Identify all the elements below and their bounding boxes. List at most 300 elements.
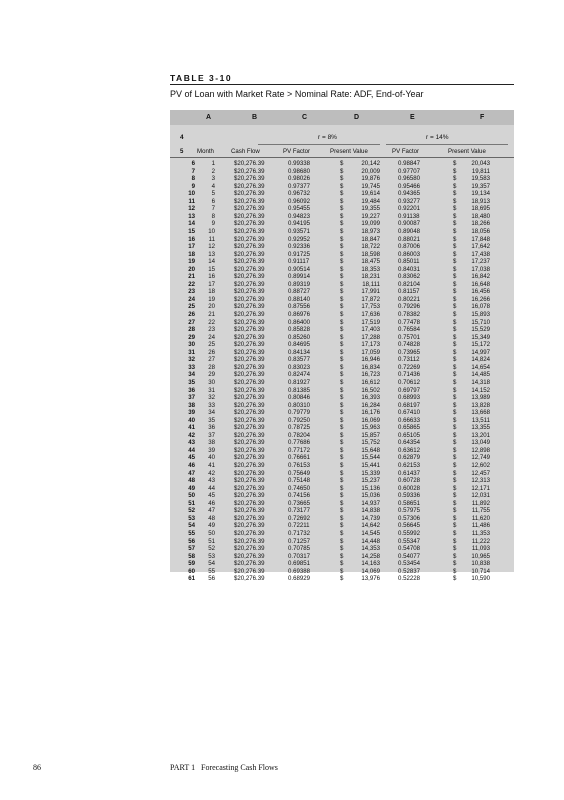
dollar-sign: $ (340, 175, 344, 183)
pv-factor-14-cell: 0.86003 (398, 250, 421, 258)
row-number: 50 (188, 492, 195, 500)
pv-factor-14-cell: 0.75701 (398, 333, 421, 341)
present-value-14-cell: 14,318 (471, 378, 490, 386)
present-value-14-cell: 13,828 (471, 401, 490, 409)
present-value-8-cell: 16,393 (361, 394, 380, 402)
month-cell: 49 (208, 522, 215, 530)
header-cash-flow: Cash Flow (231, 148, 260, 155)
dollar-sign: $ (340, 167, 344, 175)
month-cell: 43 (208, 477, 215, 485)
pv-factor-14-cell: 0.96580 (398, 175, 421, 183)
pv-factor-8-cell: 0.70785 (288, 545, 311, 553)
pv-factor-8-cell: 0.78725 (288, 424, 311, 432)
dollar-sign: $ (340, 545, 344, 553)
present-value-14-cell: 13,668 (471, 409, 490, 417)
row-number: 28 (188, 326, 195, 334)
dollar-sign: $ (453, 326, 457, 334)
table-row (170, 251, 514, 259)
pv-factor-8-cell: 0.78204 (288, 431, 311, 439)
row-number: 40 (188, 416, 195, 424)
cash-flow-cell: $20,276.39 (234, 484, 265, 492)
present-value-8-cell: 18,598 (361, 250, 380, 258)
dollar-sign: $ (340, 529, 344, 537)
dollar-sign: $ (453, 409, 457, 417)
dollar-sign: $ (340, 567, 344, 575)
dollar-sign: $ (340, 401, 344, 409)
month-cell: 13 (208, 250, 215, 258)
present-value-8-cell: 15,857 (361, 431, 380, 439)
cash-flow-cell: $20,276.39 (234, 265, 265, 273)
cash-flow-cell: $20,276.39 (234, 227, 265, 235)
dollar-sign: $ (453, 212, 457, 220)
pv-factor-14-cell: 0.84031 (398, 265, 421, 273)
pv-factor-8-cell: 0.91117 (288, 258, 310, 266)
month-cell: 4 (211, 182, 215, 190)
present-value-8-cell: 15,752 (361, 439, 380, 447)
pv-factor-8-cell: 0.92336 (288, 243, 311, 251)
pv-factor-8-cell: 0.71257 (288, 537, 311, 545)
present-value-14-cell: 15,349 (471, 333, 490, 341)
present-value-14-cell: 11,093 (471, 545, 490, 553)
pv-factor-14-cell: 0.71436 (398, 371, 421, 379)
dollar-sign: $ (453, 529, 457, 537)
dollar-sign: $ (453, 273, 457, 281)
pv-factor-14-cell: 0.76584 (398, 326, 421, 334)
pv-factor-8-cell: 0.85828 (288, 326, 311, 334)
cash-flow-cell: $20,276.39 (234, 537, 265, 545)
present-value-8-cell: 17,403 (361, 326, 380, 334)
pv-factor-14-cell: 0.82104 (398, 280, 421, 288)
pv-factor-14-cell: 0.59336 (398, 492, 421, 500)
present-value-8-cell: 18,847 (361, 235, 380, 243)
rate-underline-8 (258, 144, 380, 145)
cash-flow-cell: $20,276.39 (234, 318, 265, 326)
dollar-sign: $ (340, 394, 344, 402)
dollar-sign: $ (340, 333, 344, 341)
pv-factor-14-cell: 0.65105 (398, 431, 421, 439)
table-row (170, 492, 514, 500)
present-value-14-cell: 13,355 (471, 424, 490, 432)
cash-flow-cell: $20,276.39 (234, 378, 265, 386)
pv-factor-8-cell: 0.96092 (288, 197, 311, 205)
row-number: 46 (188, 462, 195, 469)
dollar-sign: $ (453, 378, 457, 386)
table-row (170, 168, 514, 176)
present-value-14-cell: 14,152 (471, 386, 490, 394)
cash-flow-cell: $20,276.39 (234, 205, 265, 213)
month-cell: 26 (208, 348, 215, 356)
table-row (170, 538, 514, 546)
row-number: 43 (188, 439, 195, 447)
present-value-8-cell: 19,227 (361, 212, 380, 220)
cash-flow-cell: $20,276.39 (234, 235, 265, 243)
header-month: Month (197, 148, 214, 155)
dollar-sign: $ (340, 212, 344, 220)
dollar-sign: $ (453, 575, 457, 583)
pv-factor-8-cell: 0.79250 (288, 416, 311, 424)
present-value-14-cell: 11,620 (471, 514, 490, 522)
dollar-sign: $ (453, 243, 457, 251)
rate-label-14: r = 14% (426, 134, 449, 141)
dollar-sign: $ (340, 446, 344, 454)
month-cell: 2 (211, 167, 215, 175)
pv-factor-14-cell: 0.68993 (398, 394, 421, 402)
row-number: 22 (188, 280, 195, 288)
month-cell: 50 (208, 529, 215, 537)
month-cell: 35 (208, 416, 215, 424)
pv-factor-14-cell: 0.62879 (398, 454, 421, 462)
month-cell: 22 (208, 318, 215, 326)
month-cell: 46 (208, 499, 215, 507)
present-value-14-cell: 19,811 (471, 167, 490, 175)
dollar-sign: $ (453, 469, 457, 477)
month-cell: 12 (208, 243, 215, 251)
table-row (170, 485, 514, 493)
cash-flow-cell: $20,276.39 (234, 348, 265, 356)
row-number: 17 (188, 243, 195, 251)
dollar-sign: $ (340, 356, 344, 364)
cash-flow-cell: $20,276.39 (234, 552, 265, 560)
present-value-14-cell: 17,237 (471, 258, 490, 266)
dollar-sign: $ (453, 182, 457, 190)
cash-flow-cell: $20,276.39 (234, 439, 265, 447)
pv-factor-8-cell: 0.85260 (288, 333, 311, 341)
pv-factor-14-cell: 0.69797 (398, 386, 421, 394)
pv-factor-8-cell: 0.98680 (288, 167, 311, 175)
dollar-sign: $ (340, 363, 344, 371)
cash-flow-cell: $20,276.39 (234, 333, 265, 341)
month-cell: 48 (208, 514, 215, 522)
pv-factor-8-cell: 0.94195 (288, 220, 311, 228)
row-number: 11 (188, 197, 195, 205)
pv-factor-8-cell: 0.99338 (288, 160, 311, 167)
present-value-8-cell: 16,723 (361, 371, 380, 379)
month-cell: 7 (211, 205, 215, 213)
month-cell: 28 (208, 363, 215, 371)
pv-factor-14-cell: 0.57306 (398, 514, 421, 522)
footer-part: PART 1 (170, 763, 196, 772)
present-value-14-cell: 17,438 (471, 250, 490, 258)
present-value-8-cell: 16,502 (361, 386, 380, 394)
row-number: 45 (188, 454, 195, 462)
pv-factor-8-cell: 0.84134 (288, 348, 311, 356)
row-number: 25 (188, 303, 195, 311)
cash-flow-cell: $20,276.39 (234, 469, 265, 477)
present-value-14-cell: 11,486 (471, 522, 490, 530)
footer-part-title: Forecasting Cash Flows (201, 763, 278, 772)
dollar-sign: $ (453, 303, 457, 311)
dollar-sign: $ (340, 318, 344, 326)
dollar-sign: $ (453, 431, 457, 439)
month-cell: 45 (208, 492, 215, 500)
dollar-sign: $ (340, 197, 344, 205)
pv-factor-14-cell: 0.83062 (398, 273, 421, 281)
table-row (170, 190, 514, 198)
present-value-8-cell: 16,284 (361, 401, 380, 409)
row-number: 10 (188, 190, 195, 198)
present-value-14-cell: 18,266 (471, 220, 490, 228)
dollar-sign: $ (340, 258, 344, 266)
pv-factor-14-cell: 0.58651 (398, 499, 421, 507)
dollar-sign: $ (340, 454, 344, 462)
present-value-14-cell: 15,893 (471, 311, 490, 318)
present-value-8-cell: 17,288 (361, 333, 380, 341)
pv-factor-14-cell: 0.66633 (398, 416, 421, 424)
present-value-8-cell: 14,545 (361, 529, 380, 537)
month-cell: 5 (211, 190, 215, 198)
dollar-sign: $ (453, 190, 457, 198)
present-value-8-cell: 14,258 (361, 552, 380, 560)
pv-factor-8-cell: 0.81385 (288, 386, 311, 394)
pv-factor-14-cell: 0.88021 (398, 235, 421, 243)
table-row (170, 266, 514, 274)
dollar-sign: $ (340, 280, 344, 288)
table-row (170, 507, 514, 515)
month-cell: 11 (208, 235, 215, 243)
pv-factor-8-cell: 0.90514 (288, 265, 311, 273)
header-pv-factor-14: PV Factor (392, 148, 420, 155)
dollar-sign: $ (340, 552, 344, 560)
table-row (170, 349, 514, 357)
pv-factor-8-cell: 0.77172 (288, 446, 311, 454)
present-value-8-cell: 18,111 (362, 280, 380, 288)
present-value-14-cell: 16,456 (471, 288, 490, 296)
pv-factor-8-cell: 0.82474 (288, 371, 311, 379)
present-value-14-cell: 12,898 (471, 446, 490, 454)
month-cell: 1 (211, 160, 215, 167)
present-value-8-cell: 16,946 (361, 356, 380, 364)
present-value-14-cell: 20,043 (471, 160, 490, 167)
table-number: TABLE 3-10 (170, 73, 233, 83)
dollar-sign: $ (453, 356, 457, 364)
month-cell: 44 (208, 484, 215, 492)
present-value-14-cell: 11,755 (471, 507, 490, 515)
rate-label-8: r = 8% (318, 134, 337, 141)
month-cell: 6 (211, 197, 215, 205)
row-number: 41 (188, 424, 195, 432)
dollar-sign: $ (340, 348, 344, 356)
table-row (170, 560, 514, 568)
table-row (170, 296, 514, 304)
pv-factor-8-cell: 0.89914 (288, 273, 311, 281)
row-number: 26 (188, 311, 195, 318)
present-value-8-cell: 15,036 (361, 492, 380, 500)
month-cell: 38 (208, 439, 215, 447)
row-number: 60 (188, 567, 195, 575)
present-value-14-cell: 14,997 (471, 348, 490, 356)
rate-underline-14 (386, 144, 508, 145)
pv-factor-8-cell: 0.91725 (288, 250, 311, 258)
month-cell: 19 (208, 295, 215, 303)
col-letter-b: B (252, 114, 258, 121)
row-number: 52 (188, 507, 195, 515)
dollar-sign: $ (453, 258, 457, 266)
pv-factor-8-cell: 0.74650 (288, 484, 311, 492)
pv-factor-8-cell: 0.75649 (288, 469, 311, 477)
pv-factor-8-cell: 0.97377 (288, 182, 311, 190)
cash-flow-cell: $20,276.39 (234, 409, 265, 417)
table-row (170, 356, 514, 364)
row-number: 38 (188, 401, 195, 409)
dollar-sign: $ (453, 250, 457, 258)
pv-factor-14-cell: 0.65865 (398, 424, 421, 432)
header-present-value-8: Present Value (330, 148, 368, 155)
table-row (170, 575, 514, 583)
present-value-14-cell: 12,457 (471, 469, 490, 477)
pv-factor-14-cell: 0.79296 (398, 303, 421, 311)
table-row (170, 281, 514, 289)
table-row (170, 236, 514, 244)
present-value-8-cell: 20,142 (361, 160, 380, 167)
dollar-sign: $ (340, 575, 344, 583)
dollar-sign: $ (453, 280, 457, 288)
pv-factor-14-cell: 0.61437 (398, 469, 421, 477)
present-value-8-cell: 19,484 (361, 197, 380, 205)
month-cell: 37 (208, 431, 215, 439)
present-value-8-cell: 14,642 (361, 522, 380, 530)
dollar-sign: $ (453, 295, 457, 303)
dollar-sign: $ (340, 235, 344, 243)
table-row (170, 303, 514, 311)
month-cell: 31 (208, 386, 215, 394)
dollar-sign: $ (340, 492, 344, 500)
dollar-sign: $ (453, 477, 457, 485)
cash-flow-cell: $20,276.39 (234, 175, 265, 183)
present-value-14-cell: 10,590 (471, 575, 490, 583)
dollar-sign: $ (453, 416, 457, 424)
pv-factor-8-cell: 0.98026 (288, 175, 311, 183)
cash-flow-cell: $20,276.39 (234, 295, 265, 303)
present-value-14-cell: 19,357 (471, 182, 490, 190)
dollar-sign: $ (340, 295, 344, 303)
cash-flow-cell: $20,276.39 (234, 499, 265, 507)
dollar-sign: $ (453, 401, 457, 409)
cash-flow-cell: $20,276.39 (234, 462, 265, 469)
present-value-14-cell: 17,038 (471, 265, 490, 273)
dollar-sign: $ (453, 499, 457, 507)
pv-factor-8-cell: 0.93571 (288, 227, 311, 235)
pv-factor-8-cell: 0.68929 (288, 575, 311, 583)
dollar-sign: $ (340, 265, 344, 273)
pv-factor-14-cell: 0.89048 (398, 227, 421, 235)
cash-flow-cell: $20,276.39 (234, 386, 265, 394)
pv-factor-14-cell: 0.74828 (398, 341, 421, 349)
row-number: 33 (188, 363, 195, 371)
row-number: 34 (188, 371, 195, 379)
month-cell: 51 (208, 537, 215, 545)
table-row (170, 417, 514, 425)
pv-factor-8-cell: 0.83577 (288, 356, 311, 364)
table-row (170, 341, 514, 349)
table-row (170, 439, 514, 447)
present-value-8-cell: 19,745 (361, 182, 380, 190)
dollar-sign: $ (453, 167, 457, 175)
cash-flow-cell: $20,276.39 (234, 507, 265, 515)
pv-factor-8-cell: 0.80846 (288, 394, 311, 402)
pv-factor-14-cell: 0.60728 (398, 477, 421, 485)
present-value-14-cell: 10,965 (471, 552, 490, 560)
present-value-8-cell: 19,099 (361, 220, 380, 228)
present-value-14-cell: 18,480 (471, 212, 490, 220)
pv-factor-8-cell: 0.74156 (288, 492, 311, 500)
present-value-8-cell: 15,963 (361, 424, 380, 432)
pv-factor-14-cell: 0.95466 (398, 182, 421, 190)
present-value-14-cell: 15,529 (471, 326, 490, 334)
present-value-8-cell: 20,009 (361, 167, 380, 175)
present-value-8-cell: 14,353 (361, 545, 380, 553)
table-row (170, 243, 514, 251)
table-row (170, 379, 514, 387)
present-value-14-cell: 15,710 (471, 318, 490, 326)
dollar-sign: $ (453, 492, 457, 500)
cash-flow-cell: $20,276.39 (234, 190, 265, 198)
dollar-sign: $ (453, 446, 457, 454)
pv-factor-8-cell: 0.72211 (288, 522, 310, 530)
month-cell: 34 (208, 409, 215, 417)
present-value-14-cell: 18,056 (471, 227, 490, 235)
dollar-sign: $ (453, 175, 457, 183)
present-value-8-cell: 15,648 (361, 446, 380, 454)
present-value-8-cell: 19,355 (361, 205, 380, 213)
cash-flow-cell: $20,276.39 (234, 514, 265, 522)
dollar-sign: $ (453, 318, 457, 326)
dollar-sign: $ (453, 220, 457, 228)
present-value-14-cell: 10,838 (471, 560, 490, 568)
month-cell: 24 (208, 333, 215, 341)
pv-factor-8-cell: 0.71732 (288, 529, 311, 537)
dollar-sign: $ (453, 288, 457, 296)
dollar-sign: $ (453, 386, 457, 394)
pv-factor-8-cell: 0.89319 (288, 280, 311, 288)
pv-factor-14-cell: 0.77478 (398, 318, 421, 326)
pv-factor-8-cell: 0.80310 (288, 401, 311, 409)
rate-header-row (170, 133, 514, 143)
row-number: 48 (188, 477, 195, 485)
header-present-value-14: Present Value (448, 148, 486, 155)
month-cell: 55 (208, 567, 215, 575)
present-value-14-cell: 13,049 (471, 439, 490, 447)
month-cell: 30 (208, 378, 215, 386)
pv-factor-8-cell: 0.75148 (288, 477, 311, 485)
present-value-8-cell: 18,973 (361, 227, 380, 235)
cash-flow-cell: $20,276.39 (234, 371, 265, 379)
table-row (170, 477, 514, 485)
cash-flow-cell: $20,276.39 (234, 394, 265, 402)
cash-flow-cell: $20,276.39 (234, 522, 265, 530)
cash-flow-cell: $20,276.39 (234, 431, 265, 439)
row-number: 27 (188, 318, 195, 326)
dollar-sign: $ (340, 288, 344, 296)
cash-flow-cell: $20,276.39 (234, 303, 265, 311)
present-value-14-cell: 19,134 (471, 190, 490, 198)
col-letter-a: A (206, 114, 212, 121)
row-number: 49 (188, 484, 195, 492)
pv-factor-8-cell: 0.88140 (288, 295, 311, 303)
present-value-14-cell: 19,583 (471, 175, 490, 183)
pv-factor-14-cell: 0.63612 (398, 446, 421, 454)
pv-factor-14-cell: 0.54708 (398, 545, 421, 553)
row-number: 61 (188, 575, 195, 583)
cash-flow-cell: $20,276.39 (234, 560, 265, 568)
present-value-14-cell: 18,695 (471, 205, 490, 213)
dollar-sign: $ (453, 371, 457, 379)
pv-factor-14-cell: 0.55992 (398, 529, 421, 537)
table-row (170, 462, 514, 470)
dollar-sign: $ (340, 499, 344, 507)
present-value-8-cell: 18,475 (361, 258, 380, 266)
dollar-sign: $ (453, 394, 457, 402)
present-value-14-cell: 12,171 (471, 484, 490, 492)
